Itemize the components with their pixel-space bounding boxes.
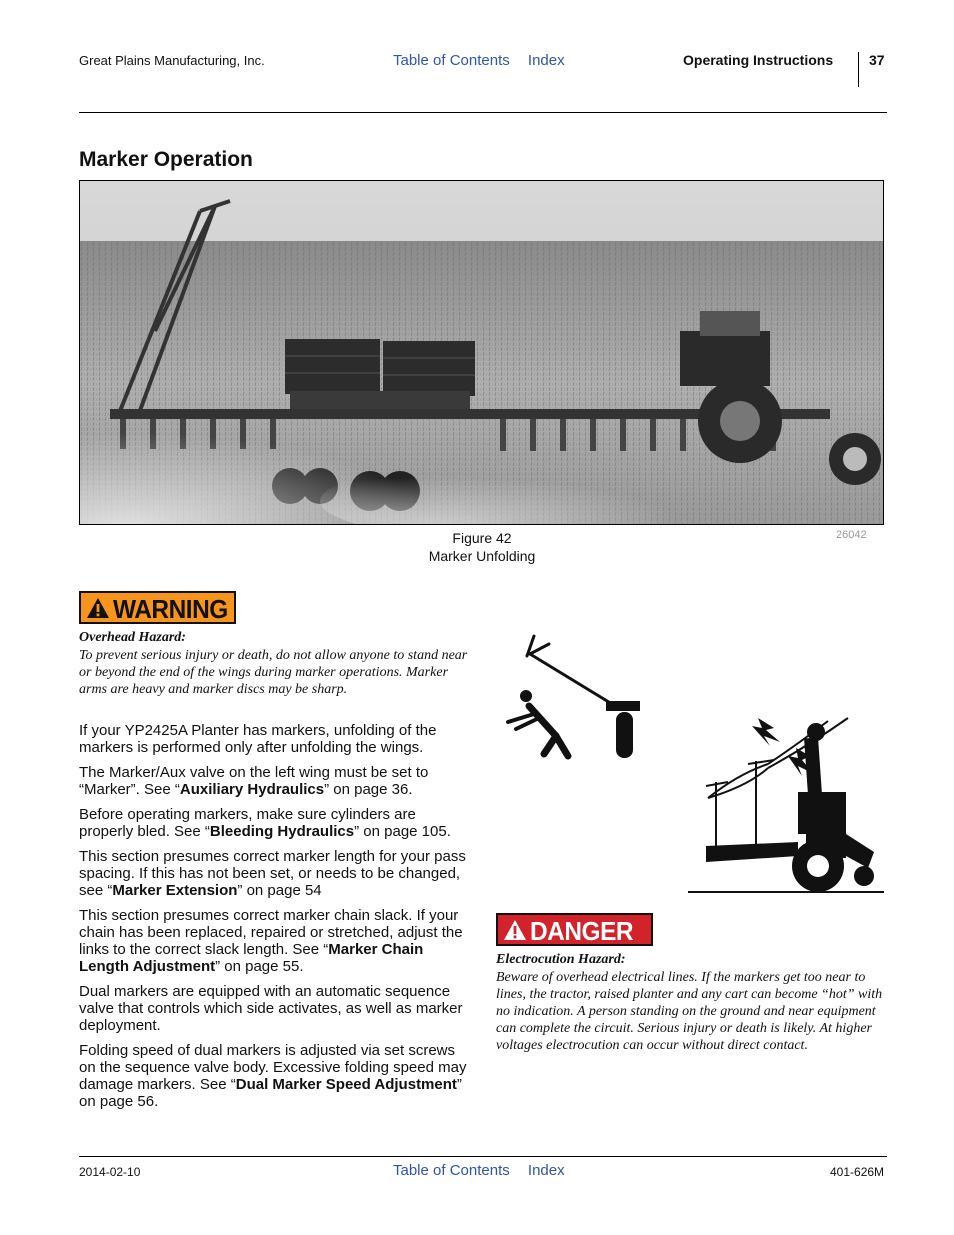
header-links (393, 52, 579, 69)
danger-label (496, 913, 653, 946)
paragraph-marker-length (79, 848, 471, 899)
danger-label-text: DANGER (530, 916, 634, 946)
header-index-link[interactable]: Index (527, 52, 565, 69)
xref-marker-chain-length: Marker Chain Length Adjustment (79, 941, 424, 975)
paragraph-chain-slack (79, 907, 471, 975)
header-company: Great Plains Manufacturing, Inc. (79, 53, 265, 68)
paragraph-sequence-valve (79, 983, 471, 1034)
paragraph-bleed-cylinders-text: Before operating markers, make sure cylinders are properly bled. See “ (79, 806, 416, 840)
header-rule (79, 112, 887, 113)
warning-hazard-title: Overhead Hazard: (79, 630, 186, 645)
overhead-hazard-pictogram (494, 634, 644, 764)
paragraph-marker-valve-text: The Marker/Aux valve on the left wing must be set to “Marker”. See “ (79, 764, 429, 798)
header-section-title: Operating Instructions (683, 52, 834, 68)
footer-rule (79, 1156, 887, 1157)
warning-triangle-icon (86, 597, 110, 619)
body-text-column (79, 722, 471, 1118)
paragraph-marker-length-text: This section presumes correct marker length for your pass spacing. If this has not been set, or needs to be changed, see “ (79, 848, 466, 899)
danger-triangle-icon (503, 919, 527, 941)
xref-page-54: ” on page 54 (237, 882, 322, 899)
xref-bleeding-hydraulics: Bleeding Hydraulics (209, 823, 355, 840)
xref-page-36: ” on page 36. (324, 781, 413, 798)
marker-unfolding-photo (79, 180, 884, 525)
figure-caption (382, 529, 582, 565)
figure-caption-text: Marker Unfolding (428, 548, 536, 564)
paragraph-folding-speed (79, 1042, 471, 1110)
warning-hazard-text: To prevent serious injury or death, do not allow anyone to stand near or beyond the end of the wings during marker operations. Marker arms are heavy and marker discs may be sharp. (79, 648, 468, 697)
header-divider (858, 52, 859, 87)
paragraph-chain-slack-text: This section presumes correct marker chain slack. If your chain has been replaced, repaired or stretched, adjust the links to the correct slack length. See “ (79, 907, 463, 958)
footer-toc-link[interactable]: Table of Contents (393, 1162, 510, 1179)
figure-label: Figure 42 (452, 530, 512, 546)
xref-page-56: ” on page 56. (79, 1076, 462, 1110)
page-title: Marker Operation (79, 148, 253, 171)
xref-page-105: ” on page 105. (354, 823, 451, 840)
planter-field-illustration (80, 181, 884, 525)
figure-id: 26042 (836, 529, 867, 541)
electrocution-hazard-pictogram (688, 716, 888, 896)
warning-label (79, 591, 236, 624)
footer-links (393, 1162, 579, 1179)
xref-marker-extension: Marker Extension (112, 882, 238, 899)
paragraph-bleed-cylinders (79, 806, 471, 840)
xref-dual-marker-speed: Dual Marker Speed Adjustment (235, 1076, 457, 1093)
footer-date: 2014-02-10 (79, 1165, 141, 1179)
footer-index-link[interactable]: Index (527, 1162, 565, 1179)
paragraph-unfolding-text: If your YP2425A Planter has markers, unfolding of the markers is performed only after unfolding the wings. (79, 722, 437, 756)
page-number: 37 (869, 52, 885, 68)
danger-hazard-text: Beware of overhead electrical lines. If the markers get too near to lines, the tractor, raised planter and any cart can become “hot” with no indication. A person standing on the ground and near equipment can complete the circuit. Serious injury or death is likely. At higher voltages electrocution can occur without direct contact. (496, 970, 883, 1053)
paragraph-unfolding (79, 722, 471, 756)
paragraph-marker-valve (79, 764, 471, 798)
xref-page-55: ” on page 55. (215, 958, 304, 975)
paragraph-folding-speed-text: Folding speed of dual markers is adjusted via set screws on the sequence valve body. Excessive folding speed may damage markers. See “ (79, 1042, 467, 1093)
danger-hazard-title: Electrocution Hazard: (496, 952, 626, 967)
xref-auxiliary-hydraulics: Auxiliary Hydraulics (179, 781, 325, 798)
warning-label-text: WARNING (113, 594, 228, 624)
paragraph-sequence-valve-text: Dual markers are equipped with an automatic sequence valve that controls which side activates, as well as marker deployment. (79, 983, 463, 1034)
header-toc-link[interactable]: Table of Contents (393, 52, 510, 69)
footer-doc-number: 401-626M (830, 1165, 885, 1179)
